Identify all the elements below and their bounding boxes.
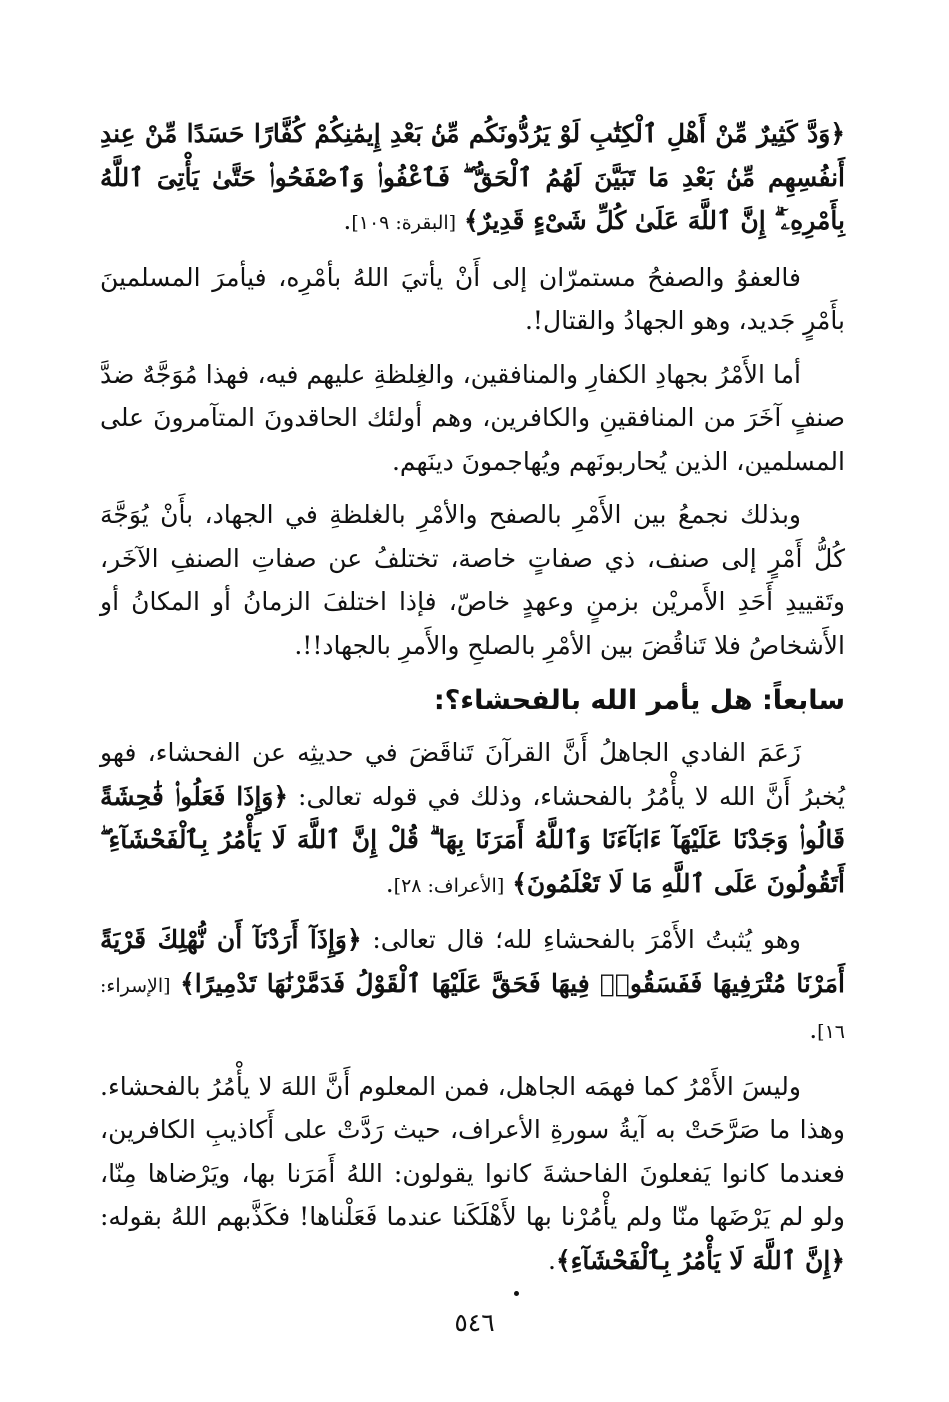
sentence-end: . xyxy=(547,1245,556,1275)
page-number: ٥٤٦ xyxy=(454,1308,495,1337)
verse-text: ﴿وَدَّ كَثِيرٌ مِّنْ أَهْلِ ٱلْكِتَٰبِ لَوْ يَرُدُّونَكُم مِّنۢ بَعْدِ إِيمَٰنِكُمْ كُفَّارًا حَسَدًا مِّنْ عِندِ أَنفُسِهِم مِّنۢ بَعْدِ مَا تَبَيَّنَ لَهُمُ ٱلْحَقُّ ۖ فَٱعْفُوا۟ وَٱصْفَحُوا۟ حَتَّىٰ يَأْتِىَ ٱللَّهُ بِأَمْرِهِۦٓ ۗ إِنَّ ٱللَّهَ عَلَىٰ كُلِّ شَىْءٍ قَدِيرٌ﴾ xyxy=(100,119,845,235)
paragraph-refutation xyxy=(100,1065,845,1283)
sentence-end: . xyxy=(809,1015,818,1044)
verse-reference: [البقرة: ١٠٩] xyxy=(351,212,457,234)
sentence-end: . xyxy=(343,206,352,235)
sentence-end: . xyxy=(385,868,394,898)
paragraph-text: زَعَمَ الفادي الجاهلُ أَنَّ القرآنَ تَناقَضَ في حديثِه عن الفحشاء، فهو يُخبرُ أَنَّ الله لا يأْمُرُ بالفحشاء، وذلك في قوله تعالى: xyxy=(100,738,845,811)
verse-text: ﴿وَإِذَآ أَرَدْنَآ أَن نُّهْلِكَ قَرْيَةً أَمَرْنَا مُتْرَفِيهَا فَفَسَقُوا۟ فِيهَا فَحَقَّ عَلَيْهَا ٱلْقَوْلُ فَدَمَّرْنَٰهَا تَدْمِيرًا﴾ xyxy=(100,925,846,998)
paragraph-jihad-command: أما الأَمْرُ بجهادِ الكفارِ والمنافقين، والغِلظةِ عليهم فيه، فهذا مُوَجَّهٌ ضدَّ صنفٍ آخَرَ من المنافقينِ والكافرين، وهم أولئك الحاقدونَ المتآمرونَ على المسلمين، الذين يُحاربونَهم ويُهاجمونَ دينَهم. xyxy=(100,359,845,476)
paragraph-counter-claim xyxy=(100,918,845,1055)
paragraph-text: وهو يُثبتُ الأَمْرَ بالفحشاءِ لله؛ قال تعالى: xyxy=(372,925,802,954)
paragraph-forgiveness: فالعفوُ والصفحُ مستمرّان إلى أَنْ يأتيَ اللهُ بأمْرِه، فيأمرَ المسلمينَ بأَمْرٍ جَديد، وهو الجهادُ والقتال!. xyxy=(100,262,845,335)
paragraph-reconciliation: وبذلك نجمعُ بين الأَمْرِ بالصفح والأمْرِ بالغلظةِ في الجهاد، بأَنْ يُوَجَّهَ كُلُّ أَمْرٍ إلى صنف، ذي صفاتٍ خاصة، تختلفُ عن صفاتِ الصنفِ الآخَر، وتَقييدِ أَحَدِ الأَمريْن بزمنٍ وعهدٍ خاصّ، فإذا اختلفَ الزمانُ أو المكانُ أو الأَشخاصُ فلا تَناقُضَ بين الأمْرِ بالصلحِ والأَمرِ بالجهاد!!. xyxy=(100,500,845,660)
verse-reference: [الإسراء: ١٦] xyxy=(100,974,845,1043)
paragraph-text: وليسَ الأَمْرُ كما فهمَه الجاهل، فمن المعلوم أَنَّ اللهَ لا يأْمُرُ بالفحشاء. وهذا ما صَرَّحَتْ به آيةُ سورةِ الأعراف، حيث رَدَّتْ على أَكاذيبِ الكافرين، فعندما كانوا يَفعلونَ الفاحشةَ كانوا يقولون: اللهُ أَمَرَنا بها، ويَرْضاها مِنّا، ولو لم يَرْضَها منّا ولم يأْمُرْنا بها لأَهْلَكَنا عندما فَعَلْناها! فكَذَّبهم اللهُ بقوله: xyxy=(100,1071,845,1231)
verse-text: ﴿وَإِذَا فَعَلُوا۟ فَٰحِشَةً قَالُوا۟ وَجَدْنَا عَلَيْهَآ ءَابَآءَنَا وَٱللَّهُ أَمَرَنَا بِهَا ۗ قُلْ إِنَّ ٱللَّهَ لَا يَأْمُرُ بِٱلْفَحْشَآءِ ۖ أَتَقُولُونَ عَلَى ٱللَّهِ مَا لَا تَعْلَمُونَ﴾ xyxy=(100,781,845,898)
verse-reference: [الأعراف: ٢٨] xyxy=(393,874,505,897)
paragraph-claim xyxy=(100,731,845,908)
section-heading: سابعاً: هل يأمر الله بالفحشاء؟: xyxy=(433,685,845,716)
verse-text: ﴿إِنَّ ٱللَّهَ لَا يَأْمُرُ بِٱلْفَحْشَآءِ﴾ xyxy=(555,1245,845,1275)
quran-quote-baqarah xyxy=(100,112,845,246)
page-mark xyxy=(514,1291,519,1296)
page-body xyxy=(100,112,845,1292)
